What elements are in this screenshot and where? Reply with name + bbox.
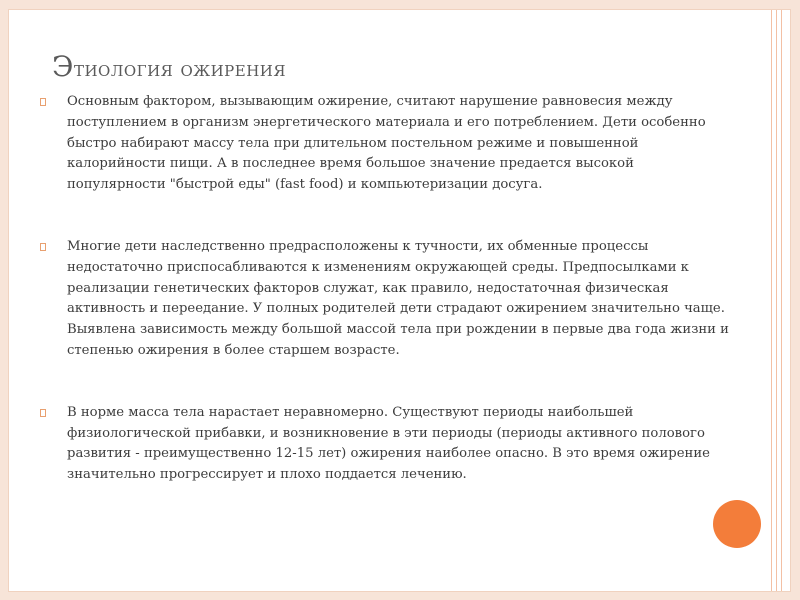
slide-title: Этиология ожирения [52,50,286,83]
paragraph-text: В норме масса тела нарастает неравномерно. Существуют периоды наибольшей физиологической прибавки, и возникновение в эти периоды (периоды активного полового развития - преимущественно 12-15 лет) ожирения наиболее опасно. В это время ожирение значительно прогрессирует и плохо поддается лечению. [67,404,710,483]
bullet-icon [40,98,46,106]
bullet-icon [40,243,46,251]
decorative-line [781,10,782,591]
bullet-list [40,92,730,486]
list-item [40,92,730,196]
list-item [40,403,730,486]
paragraph-text: Многие дети наследственно предрасположены к тучности, их обменные процессы недостаточно приспосабливаются к изменениям окружающей среды. Предпосылками к реализации генетических факторов служат, как правило, недостаточная физическая активность и переедание. У полных родителей дети страдают ожирением значительно чаще. Выявлена зависимость между большой массой тела при рождении в первые два года жизни и степенью ожирения в более старшем возрасте. [67,238,729,358]
paragraph-text: Основным фактором, вызывающим ожирение, считают нарушение равновесия между поступлением в организм энергетического материала и его потреблением. Дети особенно быстро набирают массу тела при длительном постельном режиме и повышенной калорийности пищи. А в последнее время большое значение предается высокой популярности "быстрой еды" (fast food) и компьютеризации досуга. [67,94,706,193]
decorative-line [771,10,772,591]
decorative-line [776,10,777,591]
decorative-circle [713,500,761,548]
list-item [40,237,730,362]
bullet-icon [40,409,46,417]
